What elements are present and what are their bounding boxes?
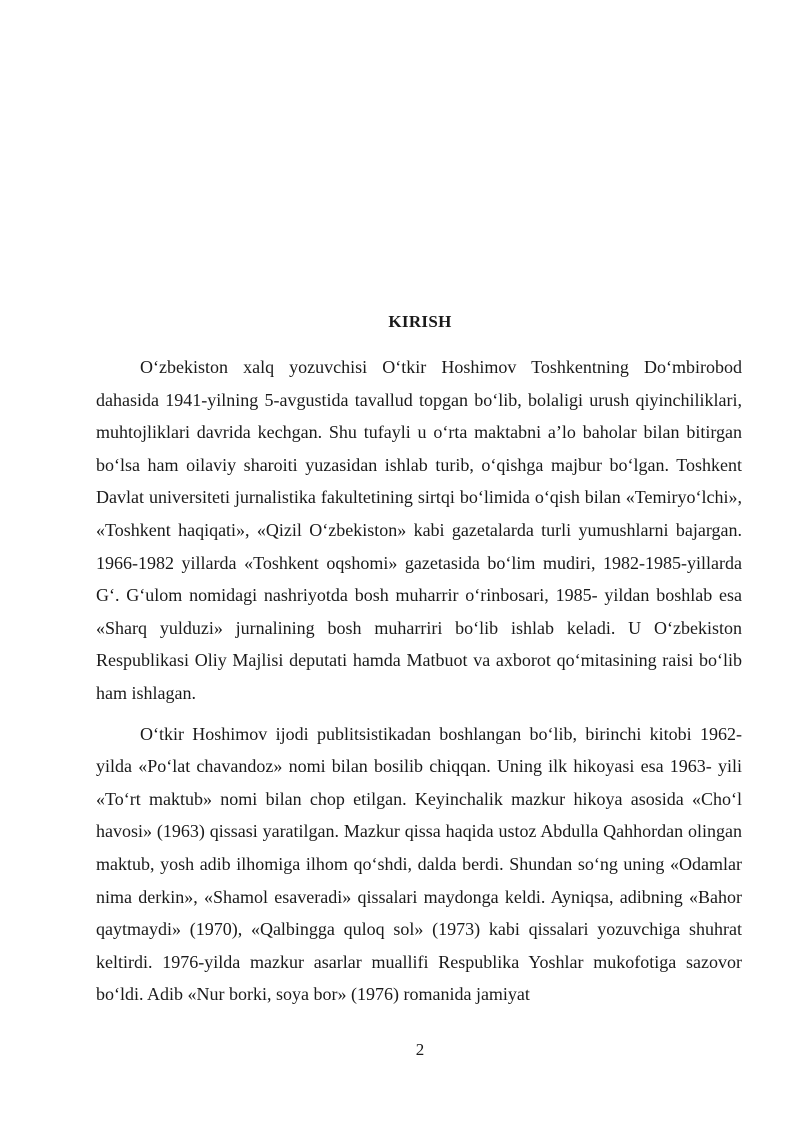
page-number: 2 [415, 1040, 425, 1059]
paragraph-2: O‘tkir Hoshimov ijodi publitsistikadan boshlangan bo‘lib, birinchi kitobi 1962-yilda «Po‘lat chavandoz» nomi bilan bosilib chiqqan. Uning ilk hikoyasi esa 1963- yili «To‘rt maktub» nomi bilan chop etilgan. Keyinchalik mazkur hikoya asosida «Cho‘l havosi» (1963) qissasi yaratilgan. Mazkur qissa haqida ustoz Abdulla Qahhordan olingan maktub, yosh adib ilhomiga ilhom qo‘shdi, dalda berdi. Shundan so‘ng uning «Odamlar nima derkin», «Shamol esaveradi» qissalari maydonga keldi. Ayniqsa, adibning «Bahor qaytmaydi» (1970), «Qalbingga quloq sol» (1973) kabi qissalari yozuvchiga shuhrat keltirdi. 1976-yilda mazkur asarlar muallifi Respublika Yoshlar mukofotiga sazovor bo‘ldi. Adib «Nur borki, soya bor» (1976) romanida jamiyat [96, 723, 742, 1005]
body-text [96, 351, 742, 1011]
paragraph-1: O‘zbekiston xalq yozuvchisi O‘tkir Hoshimov Toshkentning Do‘mbirobod dahasida 1941-yilning 5-avgustida tavallud topgan bo‘lib, bolaligi urush qiyinchiliklari, muhtojliklari davrida kechgan. Shu tufayli u o‘rta maktabni a’lo baholar bilan bitirgan bo‘lsa ham oilaviy sharoiti yuzasidan ishlab turib, o‘qishga majbur bo‘lgan. Toshkent Davlat universiteti jurnalistika fakultetining sirtqi bo‘limida o‘qish bilan «Temiryo‘lchi», «Toshkent haqiqati», «Qizil O‘zbekiston» kabi gazetalarda turli yumushlarni bajargan. 1966-1982 yillarda «Toshkent oqshomi» gazetasida bo‘lim mudiri, 1982-1985-yillarda G‘. G‘ulom nomidagi nashriyotda bosh muharrir o‘rinbosari, 1985- yildan boshlab esa «Sharq yulduzi» jurnalining bosh muharriri bo‘lib ishlab keladi. U O‘zbekiston Respublikasi Oliy Majlisi deputati hamda Matbuot va axborot qo‘mitasining raisi bo‘lib ham ishlagan. [96, 357, 742, 703]
section-title: KIRISH [388, 312, 452, 331]
